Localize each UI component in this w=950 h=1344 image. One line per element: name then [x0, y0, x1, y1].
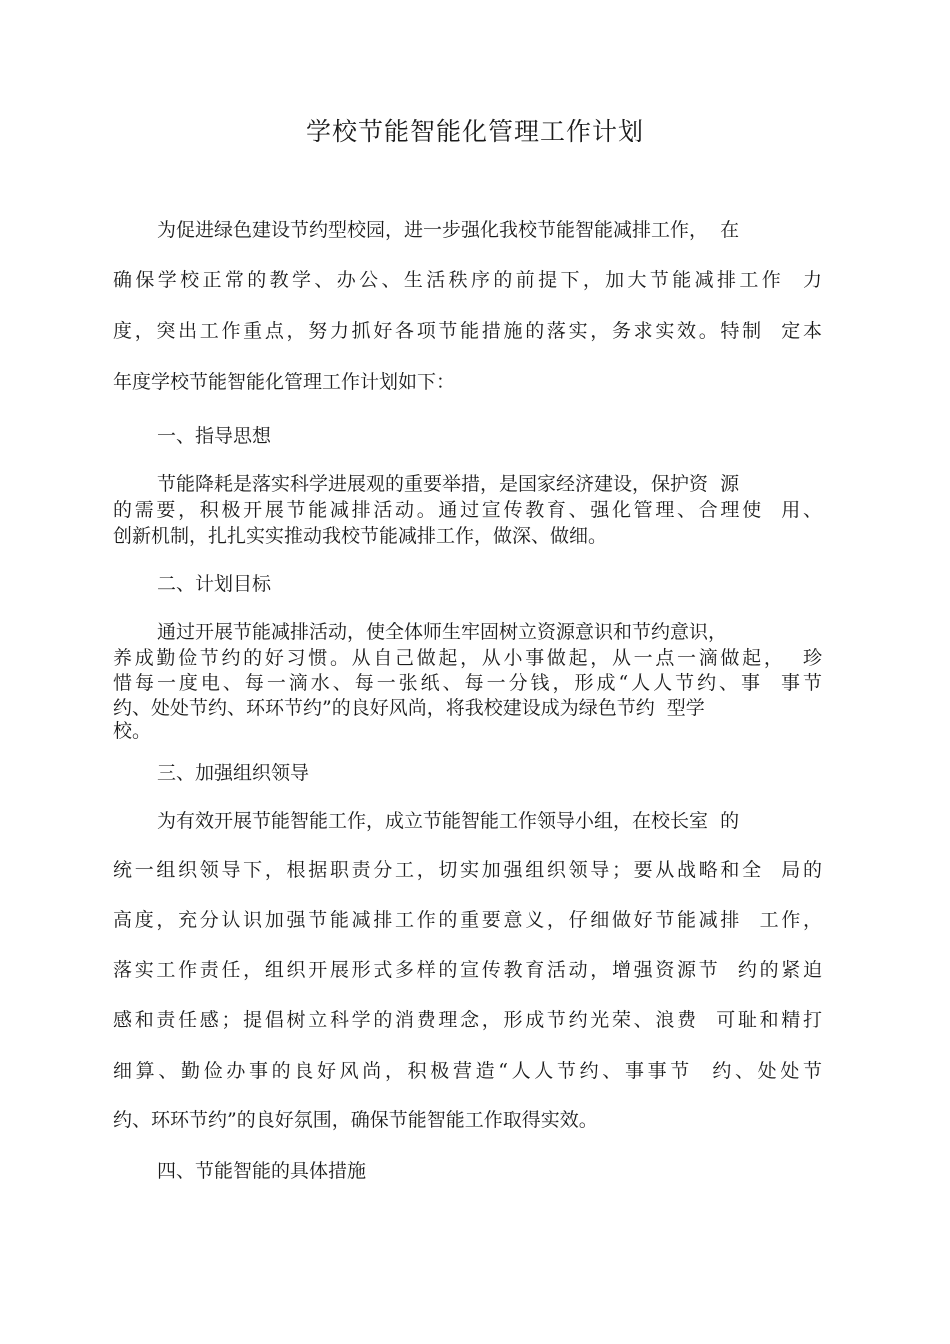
intro-line: 年度学校节能智能化管理工作计划如下：	[113, 371, 456, 393]
section-line: 创新机制，扎扎实实推动我校节能减排工作，做深、做细。	[113, 525, 608, 547]
section-line: 统一组织领导下，根据职责分工，切实加强组织领导；要从战略和全 局的	[113, 859, 822, 881]
section-line: 约、处处节约、环环节约”的良好风尚，将我校建设成为绿色节约 型学	[113, 697, 705, 719]
section-heading: 四、节能智能的具体措施	[157, 1160, 367, 1182]
section-line: 为有效开展节能智能工作，成立节能智能工作领导小组，在校长室 的	[157, 810, 740, 832]
section-heading: 三、加强组织领导	[157, 762, 310, 784]
section-line: 细算、勤俭办事的良好风尚，积极营造“人人节约、事事节 约、处处节	[113, 1060, 822, 1082]
section-line: 节能降耗是落实科学进展观的重要举措，是国家经济建设，保护资 源	[157, 473, 740, 495]
document-title: 学校节能智能化管理工作计划	[305, 117, 644, 146]
section-heading: 一、指导思想	[157, 425, 272, 447]
intro-line: 度，突出工作重点，努力抓好各项节能措施的落实，务求实效。特制 定本	[113, 320, 822, 342]
section-line: 感和责任感；提倡树立科学的消费理念，形成节约光荣、浪费 可耻和精打	[113, 1009, 822, 1031]
section-heading: 二、计划目标	[157, 573, 272, 595]
intro-line: 为促进绿色建设节约型校园，进一步强化我校节能智能减排工作， 在	[157, 219, 740, 241]
section-line: 校。	[113, 720, 152, 742]
section-line: 的需要，积极开展节能减排活动。通过宣传教育、强化管理、合理使 用、	[113, 499, 822, 521]
section-line: 高度，充分认识加强节能减排工作的重要意义，仔细做好节能减排 工作，	[113, 909, 822, 931]
section-line: 落实工作责任，组织开展形式多样的宣传教育活动，增强资源节 约的紧迫	[113, 959, 822, 981]
section-line: 约、环环节约”的良好氛围，确保节能智能工作取得实效。	[113, 1109, 598, 1131]
section-line: 惜每一度电、每一滴水、每一张纸、每一分钱，形成“人人节约、事 事节	[113, 672, 822, 694]
section-line: 通过开展节能减排活动，使全体师生牢固树立资源意识和节约意识，	[157, 621, 728, 643]
section-line: 养成勤俭节约的好习惯。从自己做起，从小事做起，从一点一滴做起， 珍	[113, 647, 822, 669]
intro-line: 确保学校正常的教学、办公、生活秩序的前提下，加大节能减排工作 力	[113, 269, 822, 291]
